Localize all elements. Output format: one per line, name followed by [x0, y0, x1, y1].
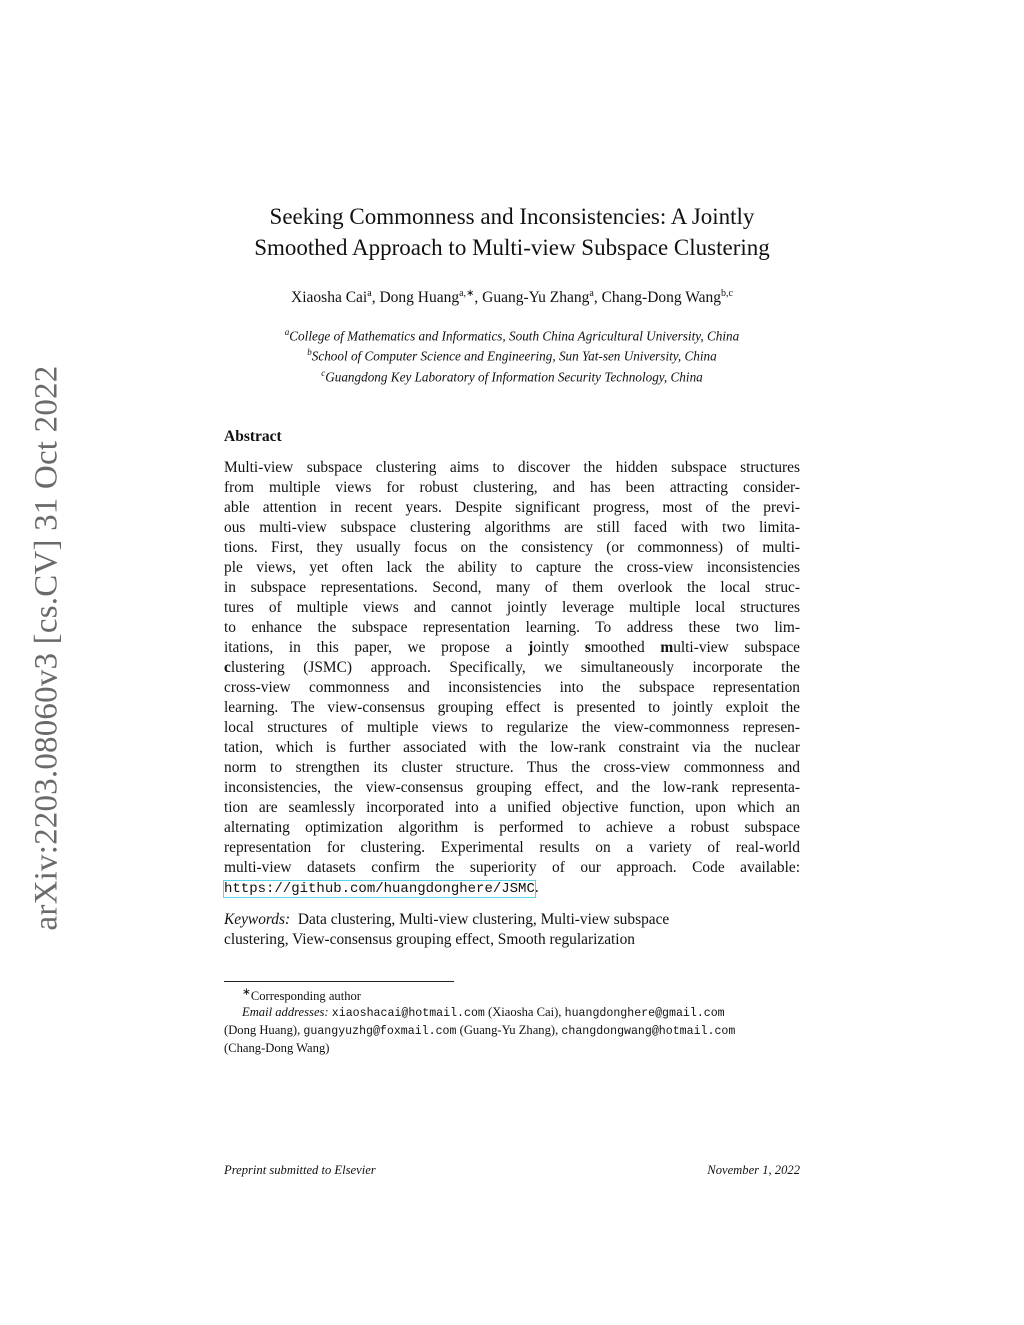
text-run: moothed	[590, 639, 661, 656]
text-run: ulti-view subspace	[673, 639, 800, 656]
abstract-line: alternating optimization algorithm is performed to achieve a robust subspace	[224, 819, 800, 836]
author-name: Guang-Yu Zhang	[482, 289, 590, 307]
abstract-line: norm to strengthen its cluster structure. Thus the cross-view commonness and	[224, 759, 800, 776]
bold-initial: c	[224, 659, 231, 676]
author-affil-mark: a	[367, 288, 372, 299]
email-owner: (Xiaosha Cai),	[488, 1005, 562, 1020]
abstract-line: tation, which is further associated with the low-rank constraint via the nuclear	[224, 739, 800, 756]
preprint-note: Preprint submitted to Elsevier	[224, 1163, 376, 1177]
author-list	[180, 288, 844, 307]
keywords-text: Data clustering, Multi-view clustering, Multi-view subspace	[297, 911, 670, 928]
abstract-line: Multi-view subspace clustering aims to discover the hidden subspace structures	[224, 459, 800, 476]
author-affil-mark: b,c	[721, 288, 733, 299]
corresponding-mark: ∗	[242, 987, 251, 998]
abstract-line: in subspace representations. Second, many of them overlook the local struc-	[224, 579, 800, 596]
abstract-heading: Abstract	[224, 428, 282, 445]
text-run: lustering (JSMC) approach. Specifically, we simultaneously incorporate the	[230, 659, 800, 676]
title-line-1: Seeking Commonness and Inconsistencies: A Jointly	[269, 204, 755, 229]
abstract-line: ous multi-view subspace clustering algorithms are still faced with two limita-	[224, 519, 800, 536]
author-name: Xiaosha Cai	[291, 289, 368, 307]
email-line	[224, 1004, 800, 1022]
abstract-line: multi-view datasets confirm the superiority of our approach. Code available:	[224, 859, 800, 876]
abstract-line: from multiple views for robust clustering, and has been attracting consider-	[224, 479, 800, 496]
author-separator: ,	[371, 289, 380, 307]
email-owner: (Chang-Dong Wang)	[224, 1041, 330, 1056]
keywords-line: clustering, View-consensus grouping effect, Smooth regularization	[224, 931, 635, 948]
abstract-line: local structures of multiple views to regularize the view-commonness represen-	[224, 719, 800, 736]
url-trailing-period: .	[534, 879, 539, 896]
corresponding-author-note	[224, 985, 800, 1004]
affiliation	[180, 324, 844, 344]
bold-initial: j	[528, 639, 534, 656]
abstract-line: learning. The view-consensus grouping effect is presented to jointly exploit the	[224, 699, 800, 716]
abstract-body	[224, 458, 800, 898]
abstract-line: tions. First, they usually focus on the consistency (or commonness) of multi-	[224, 539, 800, 556]
keywords-label: Keywords:	[224, 911, 291, 928]
affiliation-text: College of Mathematics and Informatics, South China Agricultural University, China	[289, 328, 740, 344]
author-separator: ,	[593, 289, 602, 307]
email-owner: (Dong Huang),	[224, 1023, 301, 1038]
author-name: Chang-Dong Wang	[601, 289, 721, 307]
abstract-line: representation for clustering. Experimental results on a variety of real-world	[224, 839, 800, 856]
affiliation-mark: b	[307, 347, 312, 358]
abstract-line-jsmc-acronym	[224, 658, 800, 678]
author-name: Dong Huang	[379, 289, 460, 307]
email-address[interactable]: guangyuzhg@foxmail.com	[303, 1025, 457, 1039]
arxiv-identifier-stamp	[29, 355, 65, 940]
bold-initial: s	[584, 639, 591, 656]
affiliation-list	[180, 324, 844, 385]
affiliation-mark: c	[321, 367, 326, 378]
email-address[interactable]: xiaoshacai@hotmail.com	[331, 1007, 485, 1021]
corresponding-text: Corresponding author	[250, 989, 361, 1004]
email-address[interactable]: changdongwang@hotmail.com	[561, 1025, 736, 1039]
title-line-2: Smoothed Approach to Multi-view Subspace Clustering	[254, 235, 770, 260]
abstract-line-url	[224, 878, 800, 898]
email-owner: (Guang-Yu Zhang),	[459, 1023, 559, 1038]
preprint-date: November 1, 2022	[707, 1163, 800, 1177]
footnote-rule	[224, 981, 454, 982]
affiliation-text: School of Computer Science and Engineering, Sun Yat-sen University, China	[311, 348, 717, 364]
affiliation-text: Guangdong Key Laboratory of Information Security Technology, China	[325, 369, 703, 385]
footnote	[224, 985, 800, 1056]
abstract-line-jsmc-name	[224, 638, 800, 658]
author-affil-mark: a	[589, 288, 594, 299]
abstract-line: inconsistencies, the view-consensus grouping effect, and the low-rank representa-	[224, 779, 800, 796]
abstract-line: tion are seamlessly incorporated into a unified objective function, upon which an	[224, 799, 800, 816]
affiliation-mark: a	[284, 327, 290, 337]
paper-title	[180, 201, 844, 263]
abstract-line: ple views, yet often lack the ability to capture the cross-view inconsistencies	[224, 559, 800, 576]
arxiv-stamp-text: arXiv:2203.08060v3 [cs.CV] 31 Oct 2022	[28, 365, 65, 930]
email-line	[224, 1022, 800, 1040]
bold-initial: m	[660, 639, 674, 656]
email-label: Email addresses:	[242, 1005, 329, 1020]
abstract-line: cross-view commonness and inconsistencies into the subspace representation	[224, 679, 800, 696]
abstract-line: to enhance the subspace representation learning. To address these two lim-	[224, 619, 800, 636]
text-run: ointly	[533, 639, 585, 656]
abstract-line: tures of multiple views and cannot jointly leverage multiple local structures	[224, 599, 800, 616]
affiliation	[180, 365, 844, 385]
abstract-line: able attention in recent years. Despite significant progress, most of the previ-	[224, 499, 800, 516]
text-run: itations, in this paper, we propose a	[224, 639, 529, 656]
keywords-line	[224, 910, 800, 930]
affiliation	[180, 344, 844, 364]
keywords-section	[224, 910, 800, 950]
author-separator: ,	[474, 289, 483, 307]
email-line	[224, 1040, 800, 1056]
code-repository-link[interactable]: https://github.com/huangdonghere/JSMC	[224, 881, 535, 897]
email-address[interactable]: huangdonghere@gmail.com	[564, 1007, 725, 1021]
author-affil-mark: a,∗	[459, 288, 475, 299]
